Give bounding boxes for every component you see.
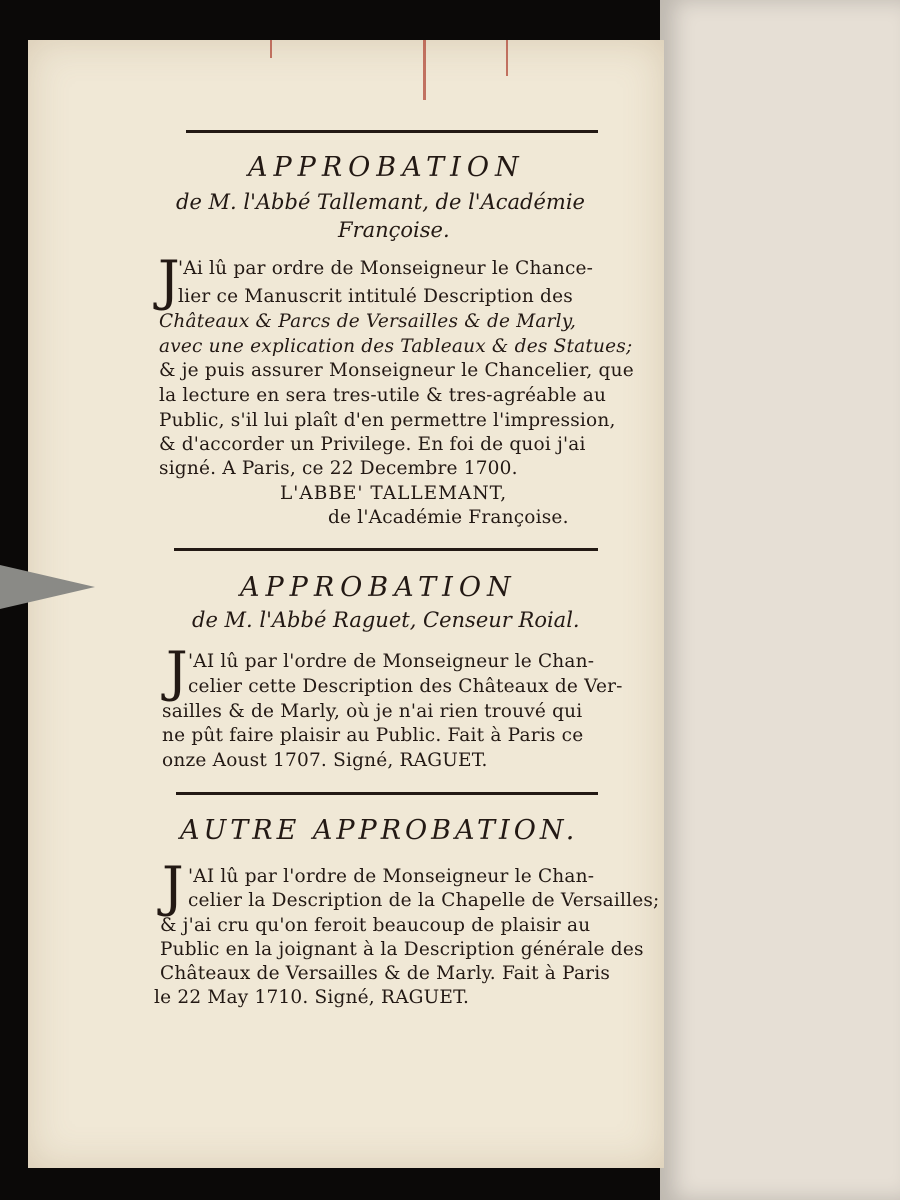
text-line: le 22 May 1710. Signé, RAGUET. [154, 987, 470, 1008]
approbation-subtitle-2: de M. l'Abbé Raguet, Censeur Roial. [192, 608, 580, 632]
text-line: lier ce Manuscrit intitulé Description des [178, 286, 573, 307]
red-stain [506, 40, 508, 76]
text-line: signé. A Paris, ce 22 Decembre 1700. [159, 458, 518, 479]
approbation-heading-1: APPROBATION [248, 152, 525, 183]
text-line: 'AI lû par l'ordre de Monseigneur le Chan- [188, 866, 595, 887]
text-line: Public, s'il lui plaît d'en permettre l'impression, [159, 410, 616, 431]
book-page [28, 40, 664, 1168]
text-line: Châteaux & Parcs de Versailles & de Marly, [159, 311, 577, 332]
text-line: & je puis assurer Monseigneur le Chancelier, que [159, 360, 634, 381]
text-line: 'AI lû par l'ordre de Monseigneur le Chan- [188, 651, 595, 672]
text-line: 'Ai lû par ordre de Monseigneur le Chance- [178, 258, 594, 279]
text-line: & d'accorder un Privilege. En foi de quoi j'ai [159, 434, 586, 455]
signature-1: L'ABBE' TALLEMANT, [280, 483, 508, 504]
divider-rule-1 [174, 548, 598, 551]
text-line: celier cette Description des Châteaux de Ver- [188, 676, 623, 697]
text-line: celier la Description de la Chapelle de Versailles; [188, 890, 660, 911]
text-line: ne pût faire plaisir au Public. Fait à Paris ce [162, 725, 584, 746]
drop-cap-2: J [166, 640, 188, 703]
text-line: sailles & de Marly, où je n'ai rien trouvé qui [162, 701, 583, 722]
approbation-heading-2: APPROBATION [240, 572, 517, 603]
text-line: onze Aoust 1707. Signé, RAGUET. [162, 750, 488, 771]
approbation-heading-3: AUTRE APPROBATION. [180, 815, 579, 846]
text-line: la lecture en sera tres-utile & tres-agréable au [159, 385, 607, 406]
text-line: Châteaux de Versailles & de Marly. Fait à Paris [160, 963, 611, 984]
signature-1-affiliation: de l'Académie Françoise. [328, 507, 569, 528]
approbation-subtitle-1b: Françoise. [338, 218, 450, 242]
red-stain [423, 40, 426, 100]
divider-rule-2 [176, 792, 598, 795]
drop-cap-3: J [162, 855, 184, 918]
bookmark-ribbon [0, 565, 95, 609]
red-stain [270, 40, 272, 58]
top-rule [186, 130, 598, 133]
text-line: avec une explication des Tableaux & des Statues; [159, 336, 633, 357]
approbation-subtitle-1a: de M. l'Abbé Tallemant, de l'Académie [176, 190, 585, 214]
facing-page [660, 0, 900, 1200]
text-line: & j'ai cru qu'on feroit beaucoup de plaisir au [160, 915, 591, 936]
drop-cap-1: J [158, 249, 180, 312]
text-line: Public en la joignant à la Description générale des [160, 939, 644, 960]
